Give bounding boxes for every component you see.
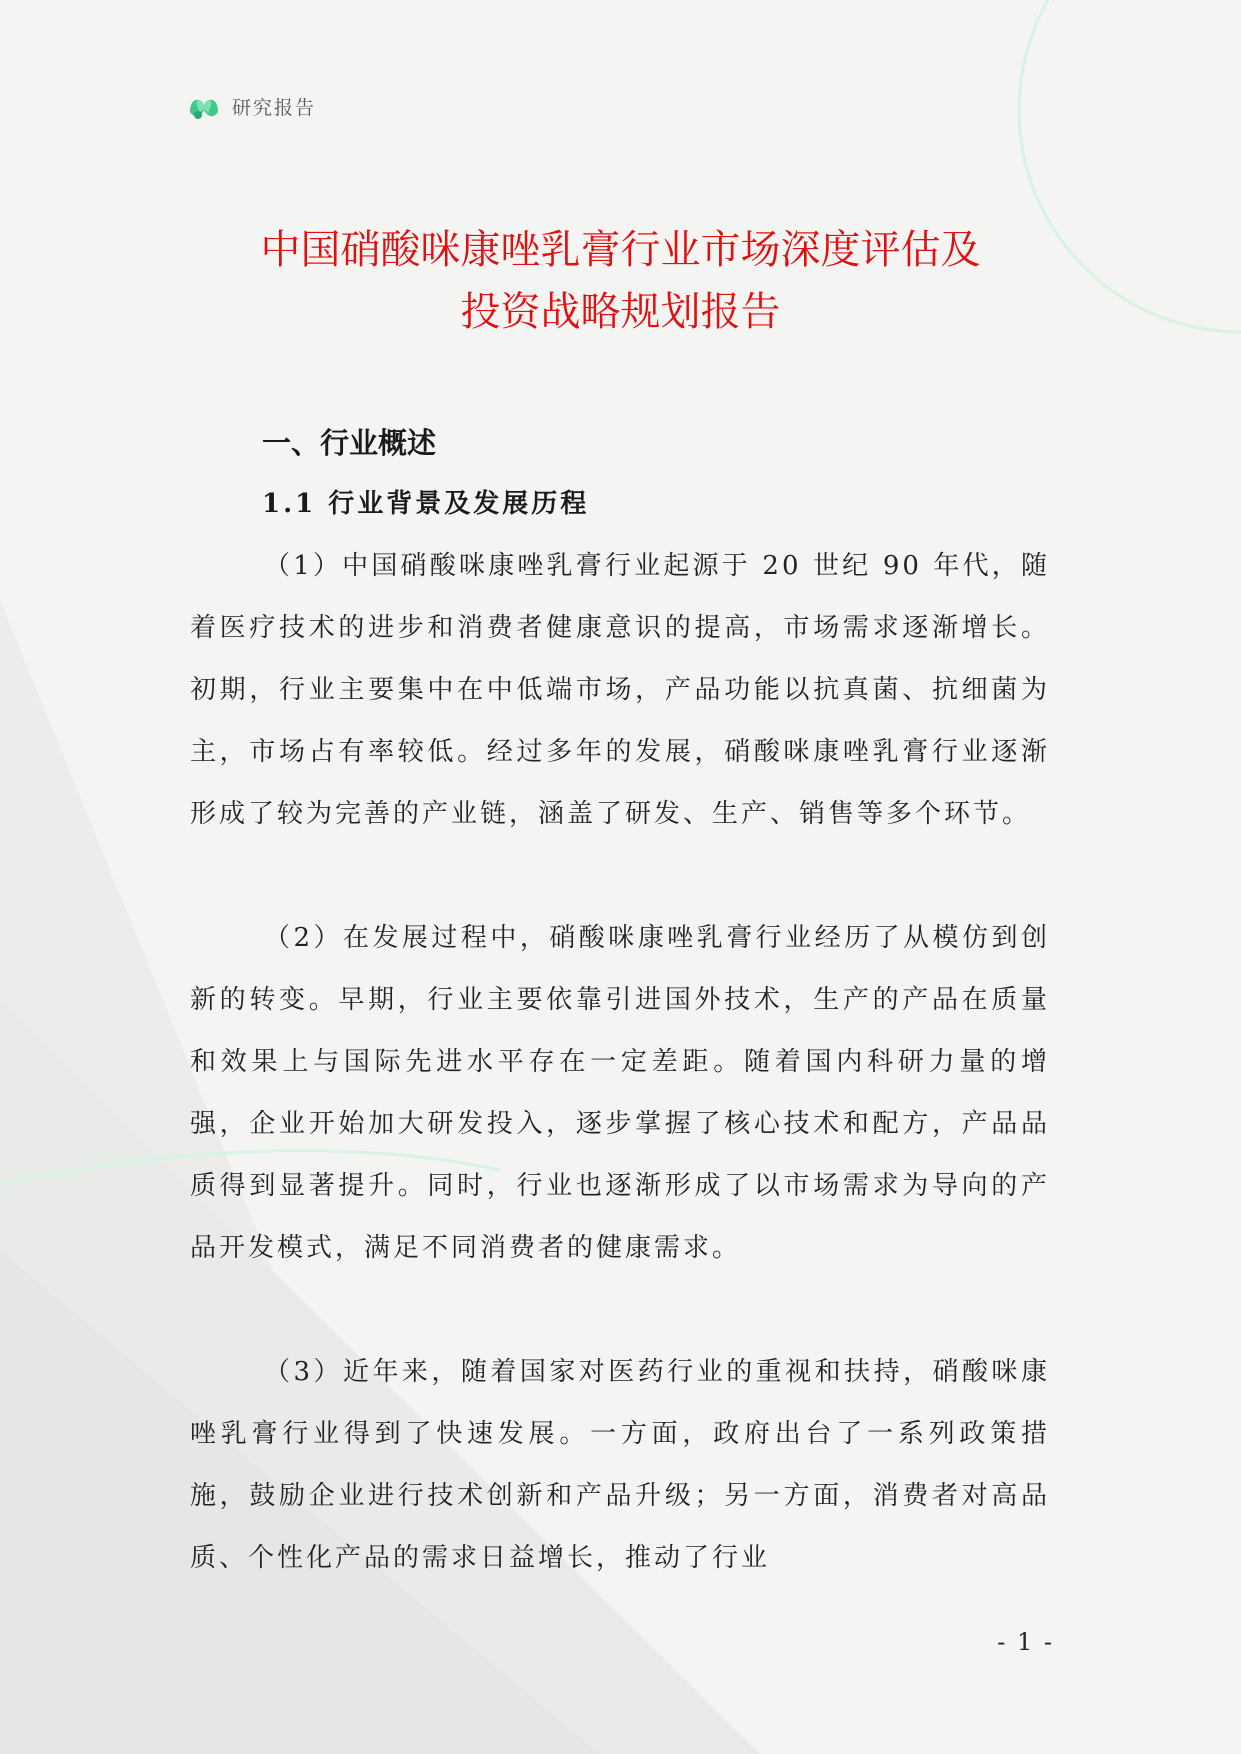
header-label: 研究报告: [232, 96, 317, 119]
paragraph-2: （2）在发展过程中，硝酸咪康唑乳膏行业经历了从模仿到创新的转变。早期，行业主要依靠引进国外技术，生产的产品在质量和效果上与国际先进水平存在一定差距。随着国内科研力量的增强，企业开始加大研发投入，逐步掌握了核心技术和配方，产品品质得到显著提升。同时，行业也逐渐形成了以市场需求为导向的产品开发模式，满足不同消费者的健康需求。: [190, 923, 1050, 1263]
paragraph-3: （3）近年来，随着国家对医药行业的重视和扶持，硝酸咪康唑乳膏行业得到了快速发展。一方面，政府出台了一系列政策措施，鼓励企业进行技术创新和产品升级；另一方面，消费者对高品质、个性化产品的需求日益增长，推动了行业: [190, 1357, 1050, 1573]
document-title-line-2: 投资战略规划报告: [460, 289, 781, 335]
section-heading: 一、行业概述: [262, 426, 437, 460]
document-header: [186, 88, 316, 124]
paragraph-1: （1）中国硝酸咪康唑乳膏行业起源于 20 世纪 90 年代，随着医疗技术的进步和消费者健康意识的提高，市场需求逐渐增长。初期，行业主要集中在中低端市场，产品功能以抗真菌、抗细菌为主，市场占有率较低。经过多年的发展，硝酸咪康唑乳膏行业逐渐形成了较为完善的产业链，涵盖了研发、生产、销售等多个环节。: [190, 551, 1050, 829]
document-title-line-1: 中国硝酸咪康唑乳膏行业市场深度评估及: [260, 227, 981, 273]
page-number: - 1 -: [997, 1628, 1054, 1656]
subsection-heading: 1.1 行业背景及发展历程: [262, 489, 590, 519]
report-logo-icon: [186, 88, 222, 124]
